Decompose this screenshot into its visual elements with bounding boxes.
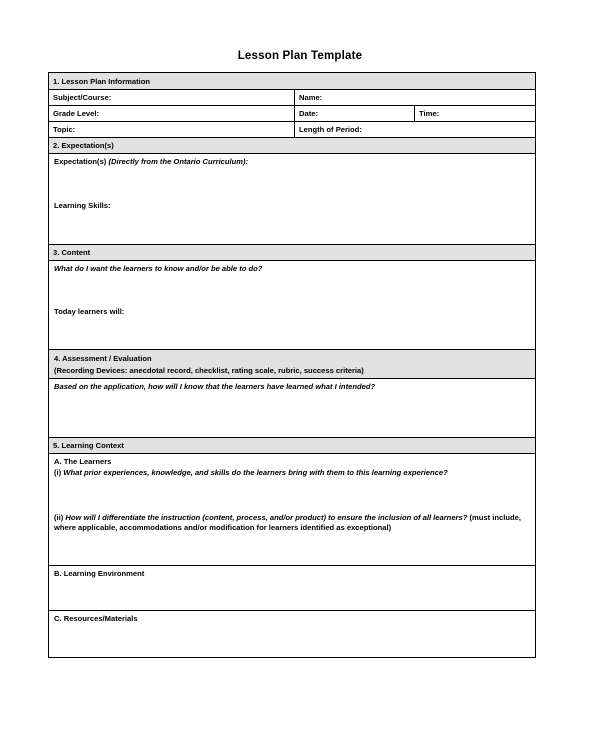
learners-q2	[54, 513, 524, 533]
date-field[interactable]	[294, 106, 414, 121]
learners-label: A. The Learners	[54, 457, 112, 466]
today-learners-label: Today learners will:	[54, 307, 125, 316]
expectations-area[interactable]	[49, 154, 535, 245]
section-5-header	[49, 438, 535, 454]
page-title: Lesson Plan Template	[237, 50, 363, 62]
content-area[interactable]	[49, 261, 535, 350]
q1-text: What prior experiences, knowledge, and skills do the learners bring with them to this learning experience?	[63, 468, 448, 477]
topic-row	[49, 122, 535, 138]
assessment-area[interactable]	[49, 379, 535, 438]
subject-field[interactable]	[49, 90, 294, 105]
topic-field[interactable]	[49, 122, 294, 137]
subject-label: Subject/Course:	[53, 93, 112, 102]
learners-area[interactable]	[49, 454, 535, 566]
learning-skills-label: Learning Skills:	[54, 201, 111, 210]
name-field[interactable]	[294, 90, 535, 105]
date-label: Date:	[299, 109, 318, 118]
length-label: Length of Period:	[299, 125, 362, 134]
q1-number: (i)	[54, 468, 62, 477]
q2-rest-a: (must	[467, 513, 491, 522]
expectations-note: (Directly from the Ontario Curriculum):	[108, 157, 249, 166]
section-2-title: 2. Expectation(s)	[53, 141, 114, 150]
q2-rest-b: include, where applicable, accommodations and/or modification for learners identified as exceptional)	[54, 513, 521, 532]
section-4-subtitle: (Recording Devices: anecdotal record, checklist, rating scale, rubric, success criteria)	[54, 366, 364, 375]
section-3-header	[49, 245, 535, 261]
grade-label: Grade Level:	[53, 109, 100, 118]
section-4-title: 4. Assessment / Evaluation	[54, 354, 152, 363]
environment-area[interactable]	[49, 566, 535, 611]
lesson-plan-form	[48, 72, 536, 658]
section-4-header	[49, 350, 535, 379]
grade-row	[49, 106, 535, 122]
q2-number: (ii)	[54, 513, 64, 522]
subject-row	[49, 90, 535, 106]
time-field[interactable]	[414, 106, 535, 121]
assessment-question: Based on the application, how will I know that the learners have learned what I intended?	[54, 382, 376, 391]
length-field[interactable]	[294, 122, 535, 137]
section-1-title: 1. Lesson Plan Information	[53, 77, 151, 86]
q2-text: How will I differentiate the instruction (content, process, and/or product) to ensure the inclusion of all learners?	[65, 513, 468, 522]
grade-field[interactable]	[49, 106, 294, 121]
topic-label: Topic:	[53, 125, 76, 134]
environment-label: B. Learning Environment	[54, 569, 145, 578]
learners-q1	[54, 468, 448, 477]
section-3-title: 3. Content	[53, 248, 91, 257]
resources-area[interactable]	[49, 611, 535, 657]
expectations-line	[54, 157, 248, 166]
expectations-label: Expectation(s)	[54, 157, 107, 166]
content-question: What do I want the learners to know and/or be able to do?	[54, 264, 263, 273]
resources-label: C. Resources/Materials	[54, 614, 138, 623]
section-2-header	[49, 138, 535, 154]
section-5-title: 5. Learning Context	[53, 441, 124, 450]
time-label: Time:	[419, 109, 440, 118]
name-label: Name:	[299, 93, 323, 102]
section-1-header	[49, 73, 535, 90]
